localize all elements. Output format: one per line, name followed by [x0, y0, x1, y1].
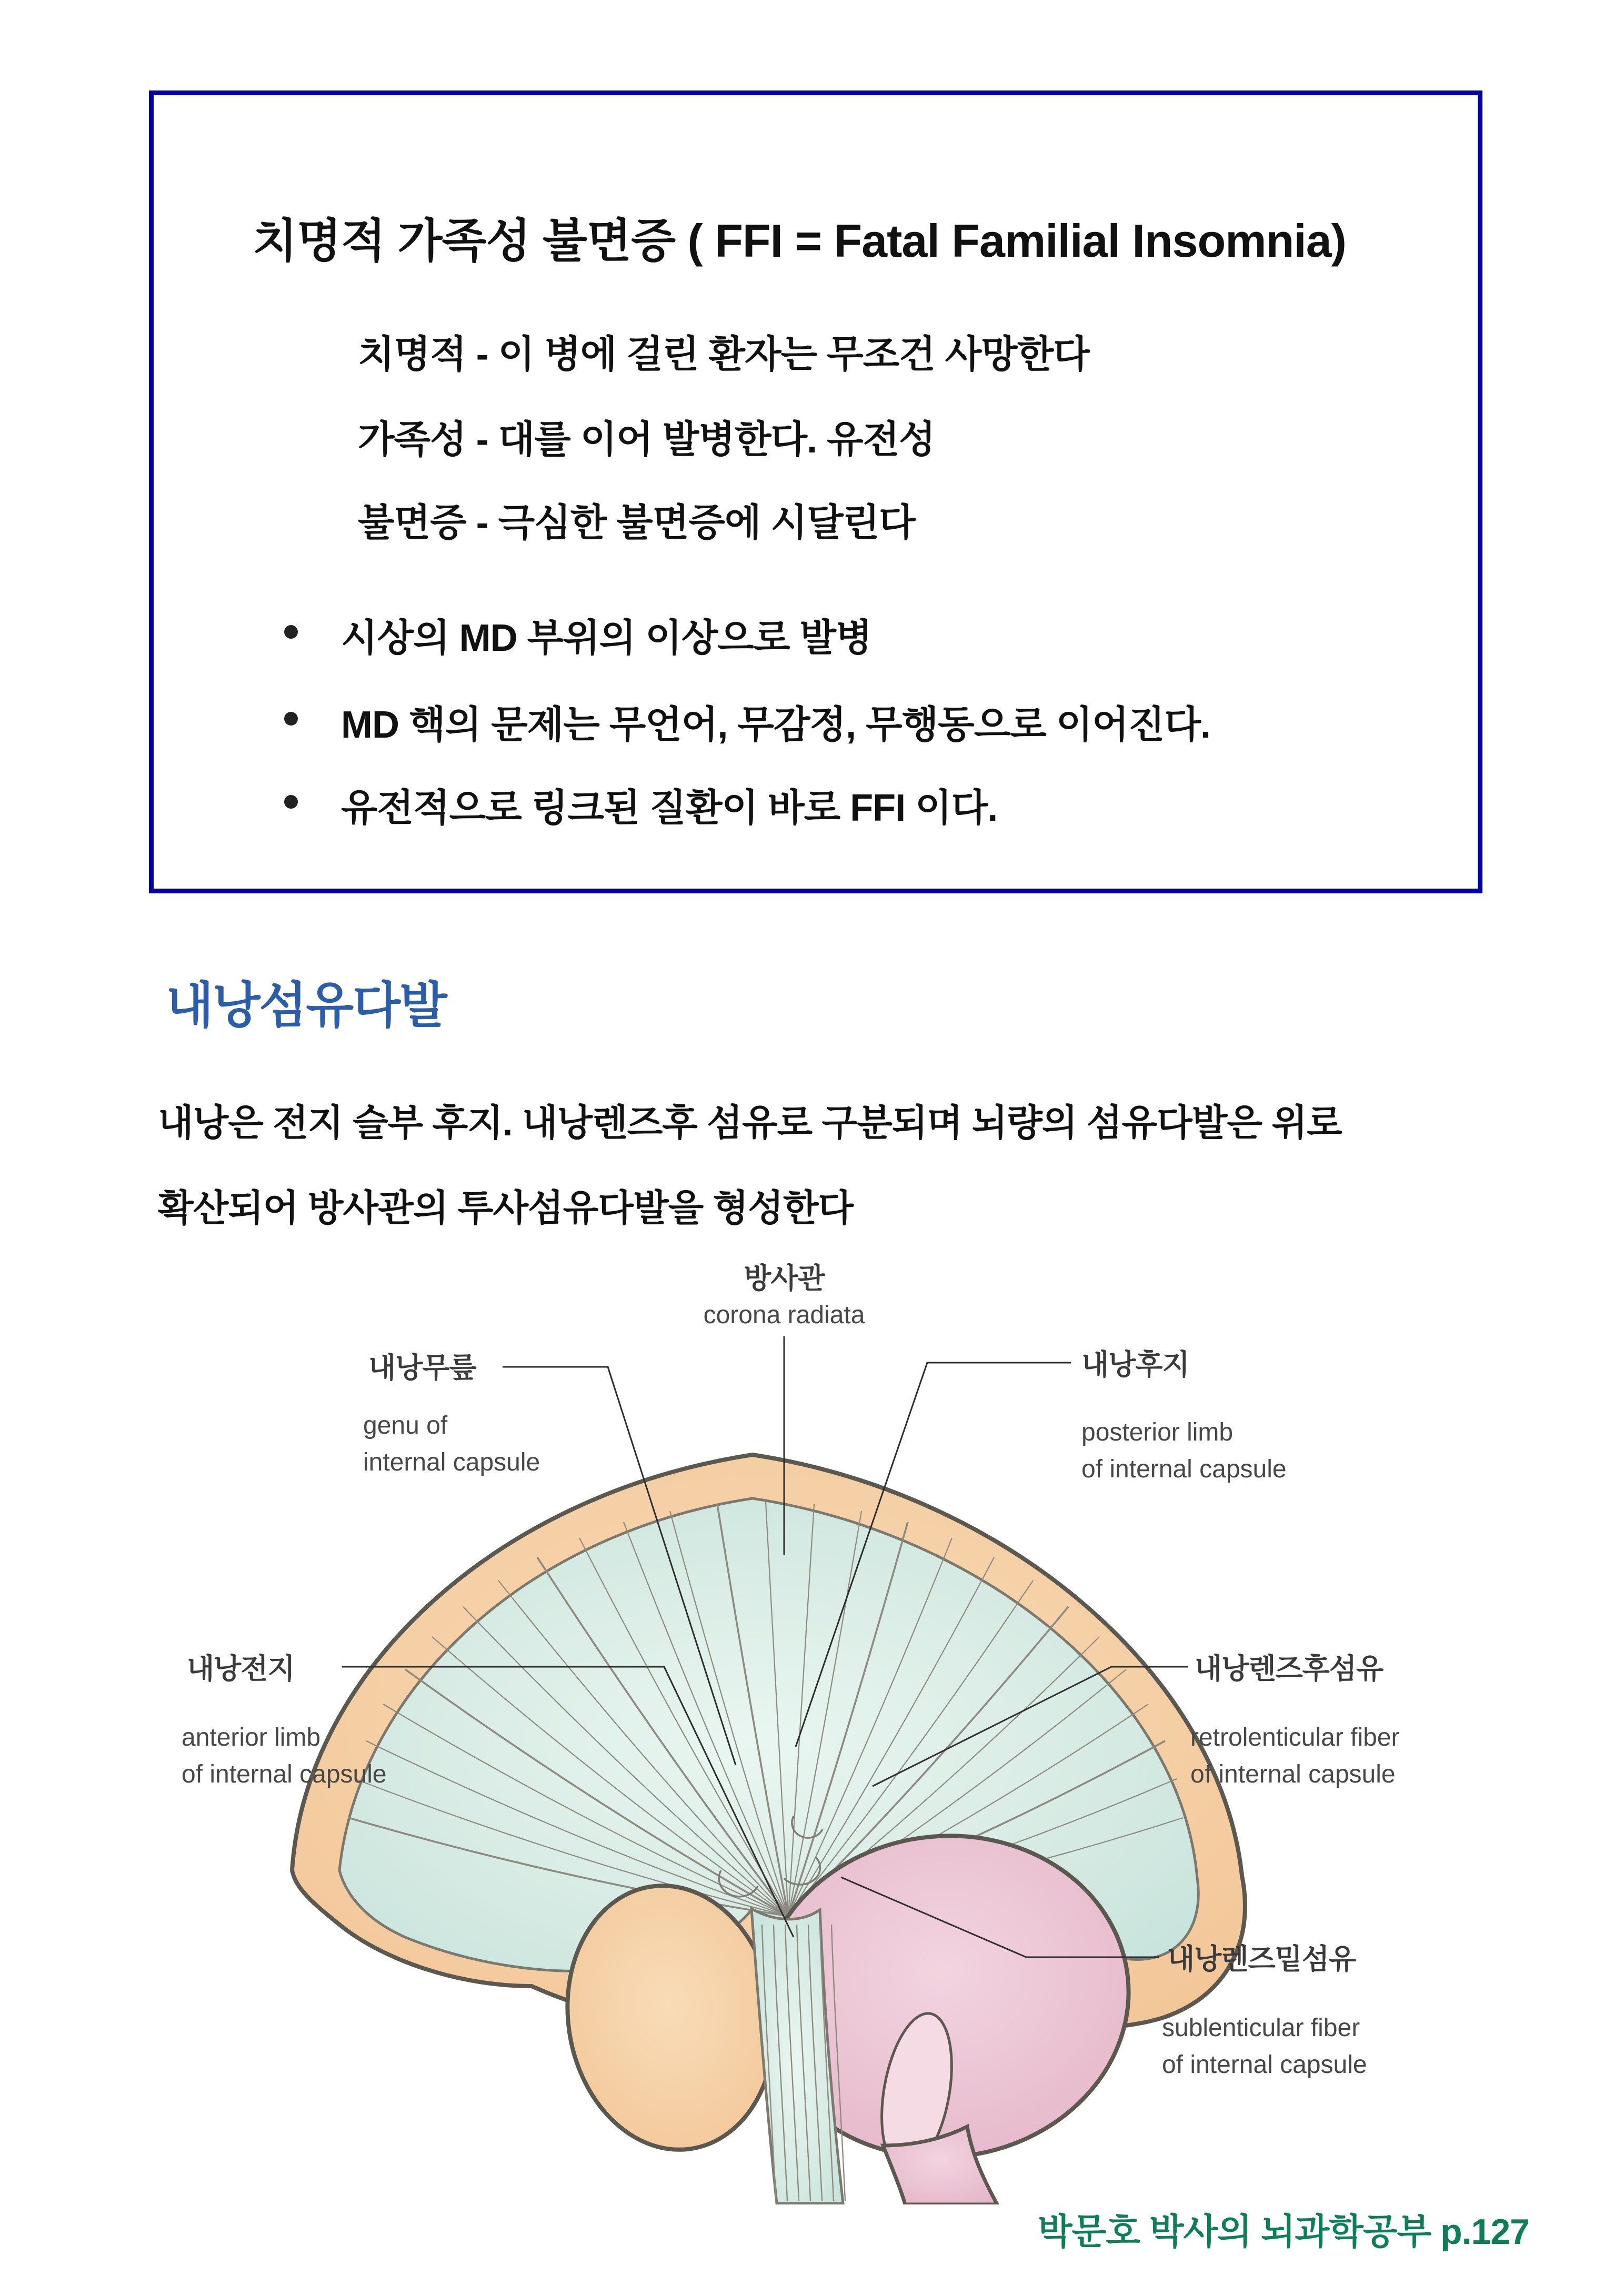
label-anterior-ko: 내낭전지 [187, 1653, 295, 1685]
section-body-line-2: 확산되어 방사관의 투사섬유다발을 형성한다 [158, 1187, 854, 1228]
label-sublenticular-en2: of internal capsule [1162, 2051, 1367, 2079]
label-retrolenticular-en2: of internal capsule [1190, 1760, 1396, 1788]
ffi-bullet-thalamus-md: 시상의 MD 부위의 이상으로 발병 [341, 617, 872, 659]
label-sublenticular-en1: sublenticular fiber [1162, 2014, 1360, 2042]
label-genu-en2: internal capsule [363, 1448, 540, 1476]
label-anterior-en2: of internal capsule [182, 1760, 387, 1788]
section-body-line-1: 내낭은 전지 슬부 후지. 내낭렌즈후 섬유로 구분되며 뇌량의 섬유다발은 위로 [158, 1102, 1342, 1143]
bullet-icon [284, 625, 298, 639]
label-corona-ko: 방사관 [744, 1263, 825, 1294]
footer-credit: 박문호 박사의 뇌과학공부 p.127 [1037, 2212, 1529, 2252]
label-corona-en: corona radiata [703, 1301, 865, 1329]
bullet-icon [284, 795, 298, 809]
ffi-definition-fatal: 치명적 - 이 병에 걸린 환자는 무조건 사망한다 [358, 334, 1089, 376]
label-anterior-en1: anterior limb [182, 1724, 321, 1751]
ffi-box-title: 치명적 가족성 불면증 ( FFI = Fatal Familial Insomnia) [253, 215, 1346, 267]
label-retrolenticular-ko: 내낭렌즈후섬유 [1195, 1653, 1384, 1685]
label-posterior-ko: 내낭후지 [1081, 1349, 1189, 1381]
ffi-definition-insomnia: 불면증 - 극심한 불면증에 시달린다 [358, 502, 915, 544]
label-sublenticular-ko: 내낭렌즈밑섬유 [1167, 1943, 1356, 1975]
ffi-bullet-md-nucleus: MD 핵의 문제는 무언어, 무감정, 무행동으로 이어진다. [341, 704, 1211, 746]
internal-capsule-diagram [132, 1257, 1500, 2204]
section-heading-internal-capsule: 내낭섬유다발 [166, 978, 446, 1033]
ffi-bullet-genetic-link: 유전적으로 링크된 질환이 바로 FFI 이다. [341, 787, 998, 829]
ffi-definition-familial: 가족성 - 대를 이어 발병한다. 유전성 [358, 419, 935, 461]
label-genu-ko: 내낭무릎 [368, 1352, 476, 1384]
label-retrolenticular-en1: retrolenticular fiber [1190, 1724, 1400, 1751]
label-genu-en1: genu of [363, 1412, 448, 1439]
label-posterior-en1: posterior limb [1081, 1418, 1234, 1446]
label-posterior-en2: of internal capsule [1081, 1455, 1287, 1483]
bullet-icon [284, 712, 298, 726]
